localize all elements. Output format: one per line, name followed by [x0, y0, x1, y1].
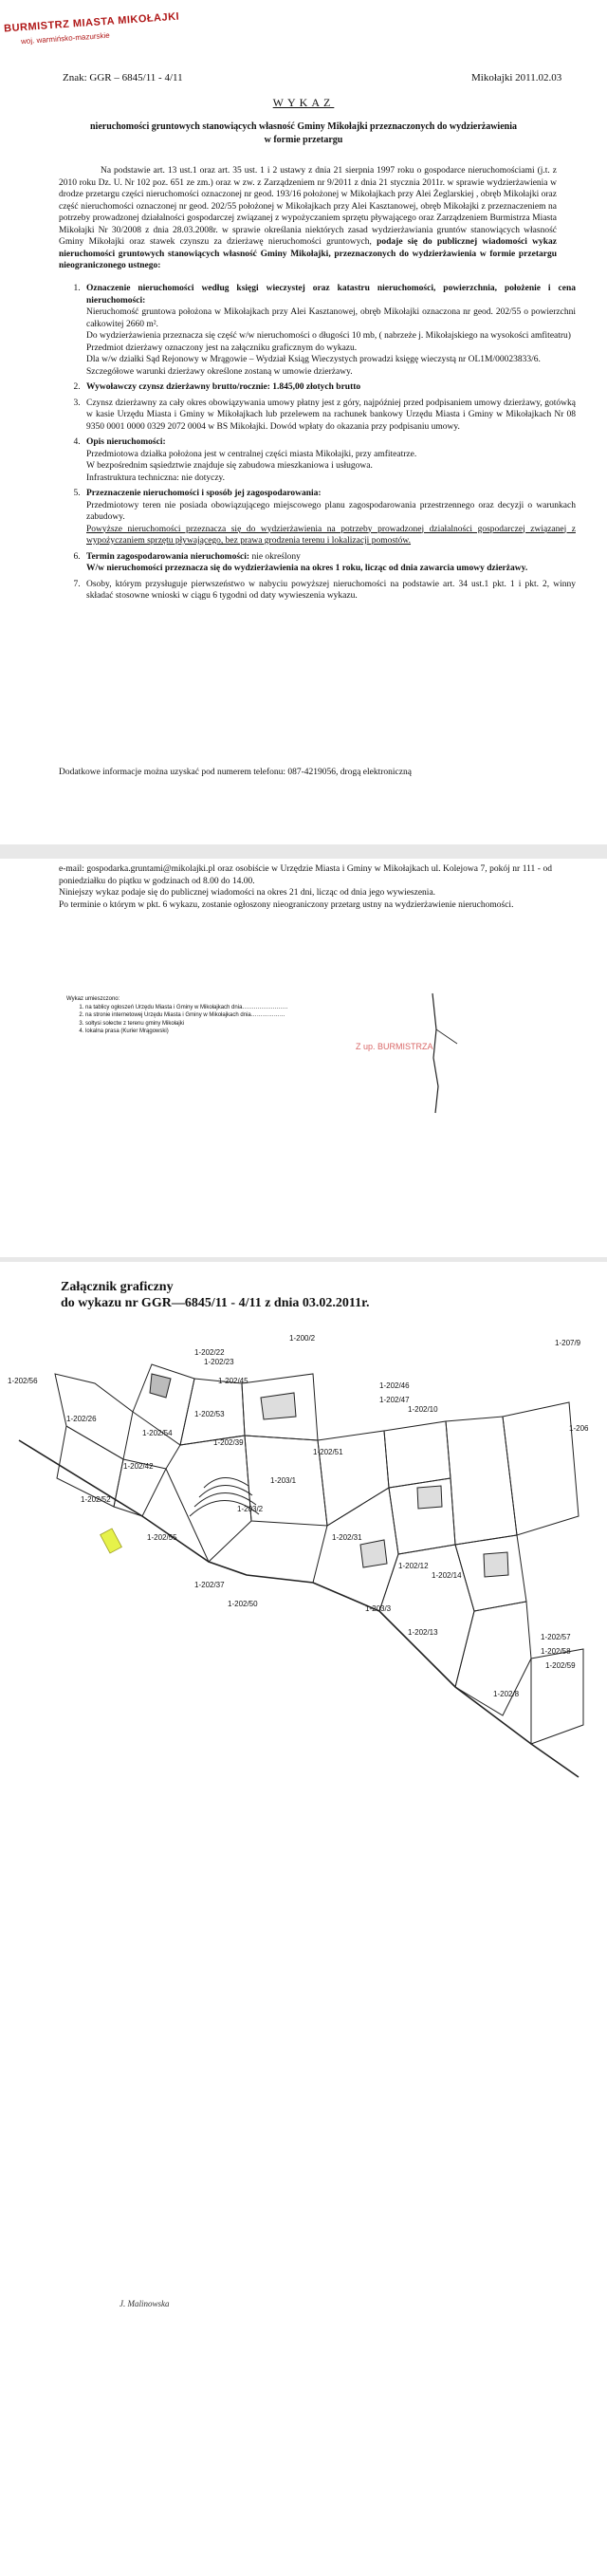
item-line: Przedmiotowy teren nie posiada obowiązującego miejscowego planu zagospodarowania przestrzennego oraz decyzji o warunkach zabudowy. — [86, 500, 576, 522]
item-line: W/w nieruchomości przeznacza się do wydzierżawienia na okres 1 roku, licząc od dnia zawarcia umowy dzierżawy. — [86, 564, 528, 573]
parcel-label: 1-202/56 — [8, 1377, 38, 1385]
item-line: Przedmiot dzierżawy oznaczony jest na załączniku graficznym do wykazu. — [86, 343, 358, 353]
annex-signature: J. Malinowska — [120, 2299, 170, 2308]
item-line: Nieruchomość gruntowa położona w Mikołajkach przy Alei Kasztanowej, obręb Mikołajki oznaczona nr geod. 202/55 o powierzchni całkowitej 2660 m². — [86, 307, 576, 329]
office-stamp: BURMISTRZ MIASTA MIKOŁAJKI — [3, 10, 180, 35]
list-item — [83, 551, 576, 575]
distribution-item: 3. sołtysi sołectw z terenu gminy Mikołajki — [85, 1020, 287, 1029]
parcel-label: 1-202/45 — [218, 1377, 248, 1385]
list-item — [83, 579, 576, 602]
parcel-label: 1-202/53 — [194, 1410, 225, 1418]
annex-title — [61, 1279, 370, 1311]
parcel-label: 1-202/46 — [379, 1381, 410, 1390]
item-line: Powyższe nieruchomości przeznacza się do wydzierżawienia na potrzeby prowadzonej działalności gospodarczej związanej z wypożyczaniem sprzętu pływającego, bez prawa grodzenia terenu i lokalizacji pomostów. — [86, 524, 576, 546]
list-item — [83, 436, 576, 484]
item-heading: Wywoławczy czynsz dzierżawny brutto/rocznie: 1.845,00 złotych brutto — [86, 382, 361, 392]
item-line: Szczegółowe warunki dzierżawy określone zostaną w umowie dzierżawy. — [86, 366, 353, 377]
item-heading: Oznaczenie nieruchomości według księgi wieczystej oraz katastru nieruchomości, powierzchnia, położenie i cena nieruchomości: — [86, 284, 576, 306]
annex-title-line1: Załącznik graficzny — [61, 1280, 174, 1294]
item-heading: Termin zagospodarowania nieruchomości: — [86, 551, 250, 562]
parcel-label: 1-202/37 — [194, 1581, 225, 1589]
item-line: Osoby, którym przysługuje pierwszeństwo w nabyciu powyższej nieruchomości na podstawie art. 34 ust.1 pkt. 1 i pkt. 2, winny składać stosowne wnioski w ciągu 6 tygodni od daty wywieszenia wykazu. — [86, 579, 576, 601]
map-drawing — [0, 1326, 607, 2247]
list-item — [83, 398, 576, 434]
official-stamp: Z up. BURMISTRZA — [356, 1042, 433, 1051]
tender-paragraph: Po terminie o którym w pkt. 6 wykazu, zostanie ogłoszony nieograniczony przetarg ustny na wydzierżawienie nieruchomości. — [59, 899, 514, 910]
document-reference: Znak: GGR – 6845/11 - 4/11 — [63, 72, 183, 83]
item-line: Czynsz dzierżawny za cały okres obowiązywania umowy płatny jest z góry, najpóźniej przed podpisaniem umowy dzierżawy, gotówką w kasie Urzędu Miasta i Gminy w Mikołajkach lub przelewem na rachunek bankowy Urzędu Miasta i Gminy w Mikołajkach Nr 08 9350 0001 0000 0329 2072 0004 w BS Mikołajki. Dowód wpłaty do okazania przy podpisaniu umowy. — [86, 398, 576, 432]
page-separator — [0, 844, 607, 859]
office-stamp-sub: woj. warmińsko-mazurskie — [20, 30, 110, 46]
document-page-1 — [0, 0, 607, 844]
distribution-item: 1. na tablicy ogłoszeń Urzędu Miasta i Gminy w Mikołajkach dnia…………………… — [85, 1004, 287, 1012]
parcel-label: 1-202/50 — [228, 1600, 258, 1608]
parcel-label: 1-206 — [569, 1424, 589, 1433]
parcel-label: 1-202/42 — [123, 1462, 154, 1471]
cadastral-map — [0, 1326, 607, 2247]
document-subtitle: nieruchomości gruntowych stanowiących własność Gminy Mikołajki przeznaczonych do wydzierżawienia w formie przetargu — [90, 121, 517, 145]
list-item — [83, 381, 576, 394]
parcel-label: 1-202/10 — [408, 1405, 438, 1414]
distribution-item: 4. lokalna prasa (Kurier Mrągowski) — [85, 1028, 287, 1036]
parcel-label: 1-202/8 — [493, 1690, 520, 1698]
distribution-title: Wykaz umieszczono: — [66, 996, 120, 1002]
list-item — [83, 488, 576, 547]
item-list — [59, 283, 576, 606]
item-heading: Przeznaczenie nieruchomości i sposób jej zagospodarowania: — [86, 489, 322, 498]
document-page-2 — [0, 859, 607, 1257]
parcel-label: 1-202/47 — [379, 1396, 410, 1404]
parcel-label: 1-200/2 — [289, 1334, 316, 1343]
parcel-label: 1-202/52 — [81, 1495, 111, 1504]
list-item — [83, 283, 576, 378]
additional-info: Dodatkowe informacje można uzyskać pod numerem telefonu: 087-4219056, drogą elektroniczną — [59, 768, 412, 777]
intro-text: Na podstawie art. 13 ust.1 oraz art. 35 ust. 1 i 2 ustawy z dnia 21 sierpnia 1997 roku o gospodarce nieruchomościami (j.t. z 2010 roku Dz. U. Nr 102 poz. 651 ze zm.) oraz w zw. z Zarządzeniem nr 9/2011 z dnia 21 stycznia 2011r. w sprawie wydzierżawienia w drodze przetargu części nieruchomości oznaczonej nr geod. 193/16 położonej w Mikołajkach przy Alei Żeglarskiej , obręb Mikołajki oraz część nieruchomości oznaczonej nr geod. 202/55 położonej w Mikołajkach przy Alei Kasztanowej, obręb Mikołajki z przeznaczeniem na potrzeby prowadzonej działalności gospodarczej związanej z wypożyczaniem sprzętu pływającego oraz Zarządzeniem Burmistrza Miasta Mikołajki Nr 30/2008 z dnia 28.03.2008r. w sprawie określania niektórych zasad wydzierżawiania gruntów stanowiących własność Gminy Mikołajki oraz stawek czynszu za dzierżawę nieruchomości gruntowych, — [59, 166, 557, 247]
document-page-3 — [0, 1262, 607, 2576]
document-date: Mikołajki 2011.02.03 — [471, 72, 562, 83]
leased-area-highlight — [101, 1529, 122, 1553]
parcel-label: 1-202/23 — [204, 1358, 234, 1366]
parcel-label: 1-202/55 — [147, 1533, 177, 1542]
parcel-label: 1-207/9 — [555, 1339, 581, 1347]
parcel-label: 1-202/14 — [432, 1571, 462, 1580]
parcel-label: 1-202/39 — [213, 1438, 244, 1447]
parcel-label: 1-203/2 — [237, 1505, 264, 1513]
parcel-label: 1-202/59 — [545, 1661, 576, 1670]
handwritten-signature — [429, 991, 467, 1115]
parcel-label: 1-202/13 — [408, 1628, 438, 1637]
parcel-label: 1-202/26 — [66, 1415, 97, 1423]
parcel-label: 1-202/12 — [398, 1562, 429, 1570]
page2-text — [59, 863, 552, 911]
parcel-label: 1-202/54 — [142, 1429, 173, 1437]
distribution-item: 2. na stronie internetowej Urzędu Miasta i Gminy w Mikołajkach dnia……………… — [85, 1011, 287, 1020]
document-title: WYKAZ — [272, 96, 335, 109]
parcel-label: 1-202/22 — [194, 1348, 225, 1357]
item-line: W bezpośrednim sąsiedztwie znajduje się zabudowa mieszkaniowa i usługowa. — [86, 461, 373, 471]
item-heading: Opis nieruchomości: — [86, 437, 166, 447]
parcel-label: 1-203/1 — [270, 1476, 297, 1485]
item-line: Do wydzierżawienia przeznacza się część w/w nieruchomości o długości 10 mb, ( nabrzeże j. Mikołajskiego na wysokości amfiteatru) — [86, 331, 571, 341]
item-line: Przedmiotowa działka położona jest w centralnej części miasta Mikołajki, przy amfiteatrze. — [86, 449, 417, 459]
annex-title-line2: do wykazu nr GGR—6845/11 - 4/11 z dnia 03.02.2011r. — [61, 1296, 370, 1310]
parcel-label: 1-202/57 — [541, 1633, 571, 1641]
parcel-label: 1-203/3 — [365, 1604, 392, 1613]
parcel-label: 1-202/58 — [541, 1647, 571, 1656]
item-heading-tail: nie określony — [251, 551, 301, 562]
intro-paragraph — [59, 165, 557, 272]
distribution-list — [66, 995, 287, 1036]
item-line: Dla w/w działki Sąd Rejonowy w Mrągowie – Wydział Ksiąg Wieczystych prowadzi księgę wieczystą nr OL1M/00023833/6. — [86, 355, 541, 364]
parcel-label: 1-202/31 — [332, 1533, 362, 1542]
notice-paragraph: Niniejszy wykaz podaje się do publicznej wiadomości na okres 21 dni, licząc od dnia jego wywieszenia. — [59, 888, 436, 898]
contact-paragraph: e-mail: gospodarka.gruntami@mikolajki.pl oraz osobiście w Urzędzie Miasta i Gminy w Mikołajkach ul. Kolejowa 7, pokój nr 111 - od poniedziałku do piątku w godzinach od 8.00 do 14.00. — [59, 864, 552, 886]
parcel-label: 1-202/51 — [313, 1448, 343, 1456]
intro-bold-text: podaje się do publicznej wiadomości wykaz nieruchomości gruntowych stanowiących własność Gminy Mikołajki, przeznaczonych do wydzierżawienia w formie przetargu nieograniczonego ustnego: — [59, 237, 558, 270]
item-line: Infrastruktura techniczna: nie dotyczy. — [86, 473, 226, 483]
